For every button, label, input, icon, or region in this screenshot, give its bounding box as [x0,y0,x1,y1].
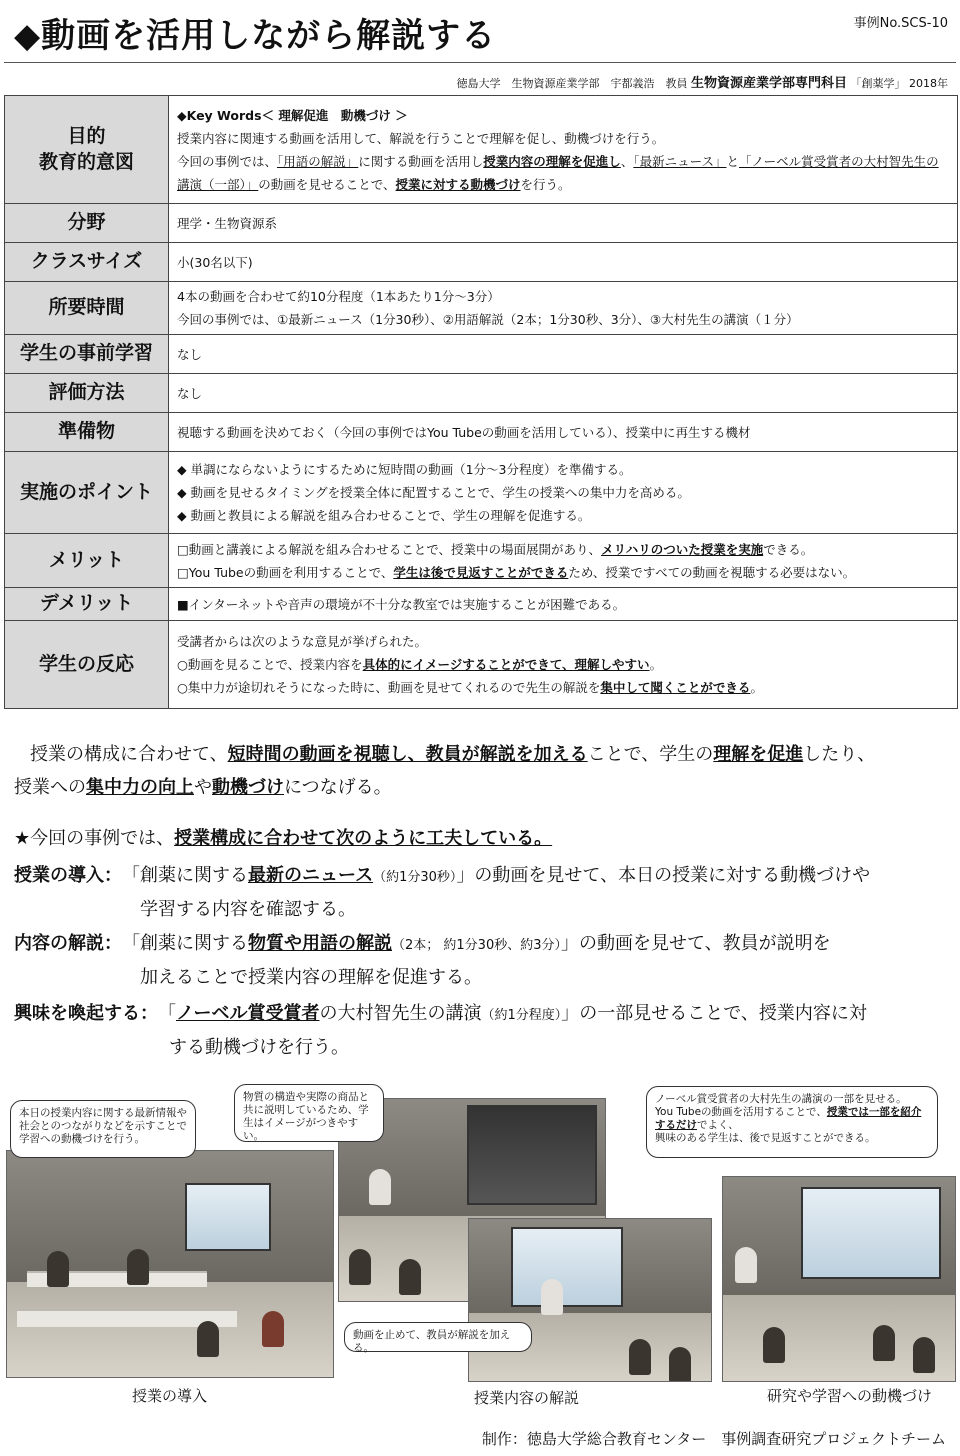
label-evaluation: 評価方法 [5,374,169,413]
reaction-line1: 受講者からは次のような意見が挙げられた。 [177,634,428,649]
value-prep-study: なし [169,335,958,374]
case-info-table [4,95,958,709]
label-materials: 準備物 [5,413,169,452]
merit-line1: □動画と講義による解説を組み合わせることで、授業中の場面展開があり、メリハリのついた授業を実施できる。 [177,541,814,557]
row-merit [5,534,958,588]
value-evaluation: なし [169,374,958,413]
author-affiliation: 徳島大学 生物資源産業学部 宇都義浩 教員 [456,77,688,90]
label-prep-study: 学生の事前学習 [5,335,169,374]
footer-credit: 制作：徳島大学総合教育センター 事例調査研究プロジェクトチーム [481,1430,946,1448]
purpose-line2: 今回の事例では、「用語の解説」に関する動画を活用し授業内容の理解を促進し、「最新ニュース」と「ノーベル賞受賞者の大村智先生の講演（一部）」の動画を見せることで、授業に対する動機づけを行う。 [177,153,939,192]
value-time [169,282,958,335]
step-interest-label: 興味を喚起する： [14,1003,158,1024]
row-evaluation [5,374,958,413]
bubble-explain-2: 動画を止めて、教員が解説を加える。 [344,1322,532,1352]
value-demerit: ■インターネットや音声の環境が不十分な教室では実施することが困難である。 [169,588,958,621]
course-category: 生物資源産業学部専門科目 [690,76,847,91]
label-time: 所要時間 [5,282,169,335]
label-purpose-1: 目的 [67,124,106,147]
label-class-size: クラスサイズ [5,243,169,282]
value-class-size: 小(30名以下) [169,243,958,282]
row-time [5,282,958,335]
purpose-line1: 授業内容に関連する動画を活用して、解説を行うことで理解を促し、動機づけを行う。 [177,130,665,146]
point-item: ◆ 単調にならないようにするために短時間の動画（1分～3分程度）を準備する。 [177,462,632,477]
value-field: 理学・生物資源系 [169,204,958,243]
time-line1: 4本の動画を合わせて約10分程度（1本あたり1分～3分） [177,289,500,304]
row-reaction [5,621,958,709]
value-points [169,452,958,534]
value-merit [169,534,958,588]
row-class-size [5,243,958,282]
page-title: ◆動画を活用しながら解説する [14,16,497,56]
point-item: ◆ 動画と教員による解説を組み合わせることで、学生の理解を促進する。 [177,508,591,523]
bubble-explain-1: 物質の構造や実際の商品と共に説明しているため、学生はイメージがつきやすい。 [234,1084,384,1142]
header-divider [4,62,956,63]
label-purpose-2: 教育的意図 [38,150,134,173]
bubble-motivation: ノーベル賞受賞者の大村先生の講演の一部を見せる。 You Tubeの動画を活用することで、授業では一部を紹介するだけでよく、 興味のある学生は、後で見返すことができる。 [646,1086,938,1158]
step-explain: 内容の解説：「創薬に関する物質や用語の解説（2本； 約1分30秒、約3分）」の動画を見せて、教員が説明を 加えることで授業内容の理解を促進する。 [14,928,831,994]
row-prep-study [5,335,958,374]
reaction-line3: ○集中力が途切れそうになった時に、動画を見せてくれるので先生の解説を集中して聞くことができる。 [177,680,763,695]
label-reaction: 学生の反応 [5,621,169,709]
step-intro: 授業の導入：「創薬に関する最新のニュース（約1分30秒）」の動画を見せて、本日の授業に対する動機づけや 学習する内容を確認する。 [14,860,870,926]
caption-intro: 授業の導入 [132,1387,208,1405]
row-points [5,452,958,534]
keywords: ◆Key Words＜ 理解促進 動機づけ ＞ [177,107,408,123]
row-purpose [5,96,958,204]
case-number: 事例No.SCS-10 [853,16,948,31]
merit-line2: □You Tubeの動画を利用することで、学生は後で見返すことができるため、授業ですべての動画を視聴する必要はない。 [177,564,856,580]
value-materials: 視聴する動画を決めておく（今回の事例ではYou Tubeの動画を活用している）、授業中に再生する機材 [169,413,958,452]
course-name-year: 「創薬学」 2018年 [850,77,948,90]
photo-intro [6,1150,334,1378]
step-explain-label: 内容の解説： [14,933,122,954]
label-demerit: デメリット [5,588,169,621]
label-points: 実施のポイント [5,452,169,534]
row-materials [5,413,958,452]
caption-motivation: 研究や学習への動機づけ [767,1387,933,1405]
point-item: ◆ 動画を見せるタイミングを授業全体に配置することで、学生の授業への集中力を高める。 [177,485,690,500]
summary-paragraph: 授業の構成に合わせて、短時間の動画を視聴し、教員が解説を加えることで、学生の理解を促進したり、 授業への集中力の向上や動機づけにつなげる。 [14,744,876,798]
label-merit: メリット [5,534,169,588]
row-demerit [5,588,958,621]
value-reaction [169,621,958,709]
row-field [5,204,958,243]
photo-motivation [722,1176,956,1382]
caption-explain: 授業内容の解説 [474,1389,580,1407]
label-purpose [5,96,169,204]
step-intro-label: 授業の導入： [14,865,122,886]
reaction-line2: ○動画を見ることで、授業内容を具体的にイメージすることができて、理解しやすい。 [177,657,663,672]
step-interest: 興味を喚起する：「ノーベル賞受賞者の大村智先生の講演（約1分程度）」の一部見せることで、授業内容に対 する動機づけを行う。 [14,998,867,1064]
author-line [456,72,948,91]
photo-explain-2 [468,1218,712,1382]
case-heading: ★今回の事例では、授業構成に合わせて次のように工夫している。 [14,828,553,849]
value-purpose [169,96,958,204]
bubble-intro: 本日の授業内容に関する最新情報や社会とのつながりなどを示すことで学習への動機づけを行う。 [10,1100,196,1158]
label-field: 分野 [5,204,169,243]
time-line2: 今回の事例では、①最新ニュース（1分30秒）、②用語解説（2本；1分30秒、3分）、③大村先生の講演（１分） [177,312,799,327]
